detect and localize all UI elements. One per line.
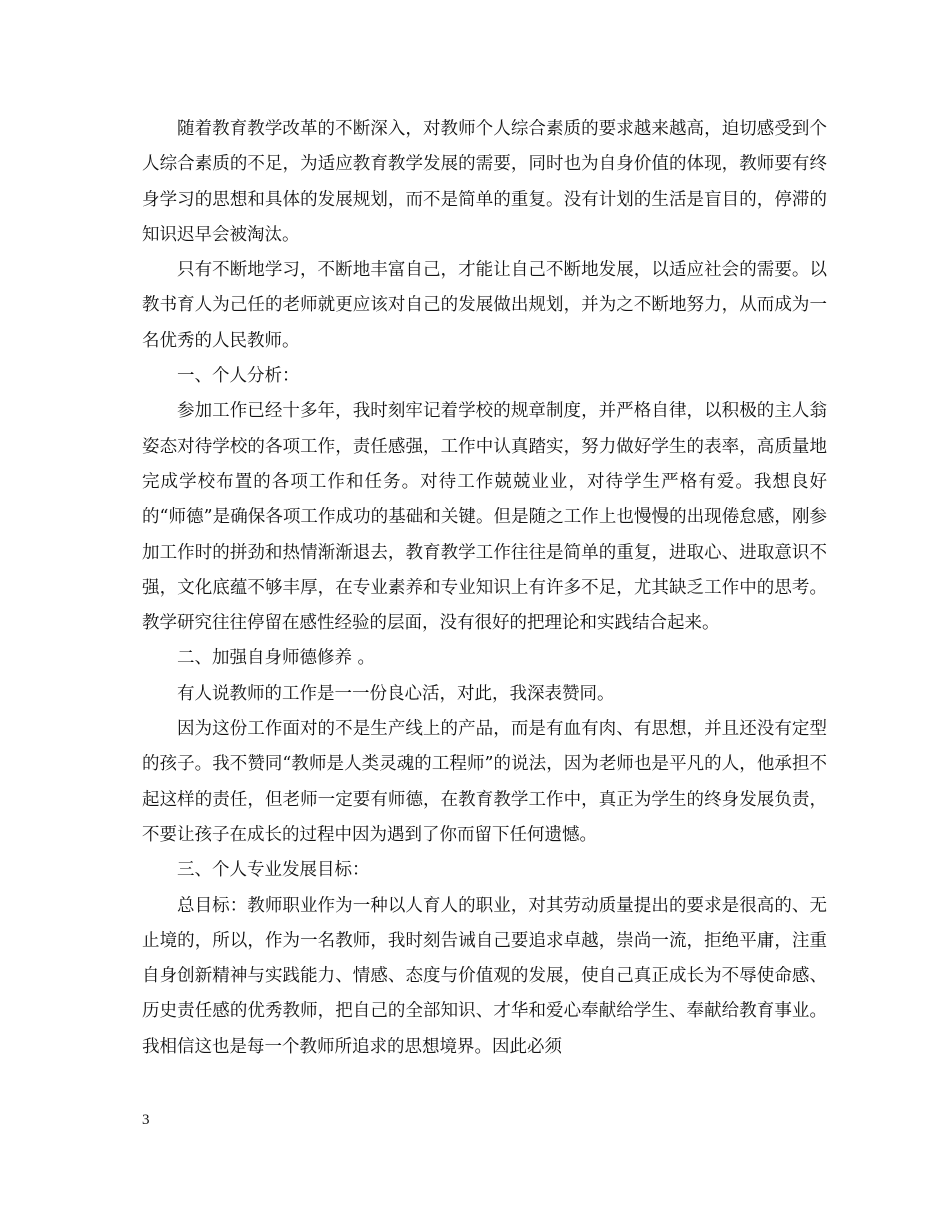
section-heading-personal-analysis: 一、个人分析：: [177, 366, 300, 387]
paragraph-overall-goal: 总目标：教师职业作为一种以人育人的职业，对其劳动质量提出的要求是很高的、无止境的，所以，作为一名教师，我时刻告诫自己要追求卓越，崇尚一流，拒绝平庸，注重自身创新精神与实践能力、情感、态度与价值观的发展，使自己真正成长为不辱使命感、历史责任感的优秀教师，把自己的全部知识、才华和爱心奉献给学生、奉献给教育事业。我相信这也是每一个教师所追求的思想境界。因此必须: [142, 895, 827, 1057]
paragraph-intro: 随着教育教学改革的不断深入，对教师个人综合素质的要求越来越高，迫切感受到个人综合素质的不足，为适应教育教学发展的需要，同时也为自身价值的体现，教师要有终身学习的思想和具体的发展规划，而不是简单的重复。没有计划的生活是盲目的，停滞的知识迟早会被淘汰。: [142, 119, 827, 245]
page-number: 3: [142, 1112, 150, 1128]
paragraph-personal-analysis: 参加工作已经十多年，我时刻牢记着学校的规章制度，并严格自律，以积极的主人翁姿态对待学校的各项工作，责任感强，工作中认真踏实，努力做好学生的表率，高质量地完成学校布置的各项工作和任务。对待工作兢兢业业，对待学生严格有爱。我想良好的“师德”是确保各项工作成功的基础和关键。但是随之工作上也慢慢的出现倦怠感，刚参加工作时的拼劲和热情渐渐退去，教育教学工作往往是简单的重复，进取心、进取意识不强，文化底蕴不够丰厚，在专业素养和专业知识上有许多不足，尤其缺乏工作中的思考。教学研究往往停留在感性经验的层面，没有很好的把理论和实践结合起来。: [142, 401, 827, 634]
section-heading-ethics: 二、加强自身师德修养 。: [177, 648, 376, 669]
paragraph-learning: 只有不断地学习，不断地丰富自己，才能让自己不断地发展，以适应社会的需要。以教书育人为己任的老师就更应该对自己的发展做出规划，并为之不断地努力，从而成为一名优秀的人民教师。: [142, 260, 827, 351]
document-body: [142, 112, 827, 1065]
paragraph-conscience: 有人说教师的工作是一一份良心活，对此，我深表赞同。: [177, 683, 615, 704]
section-heading-goals: 三、个人专业发展目标：: [177, 860, 370, 881]
paragraph-ethics: 因为这份工作面对的不是生产线上的产品，而是有血有肉、有思想，并且还没有定型的孩子。我不赞同“教师是人类灵魂的工程师”的说法，因为老师也是平凡的人，他承担不起这样的责任，但老师一定要有师德，在教育教学工作中，真正为学生的终身发展负责，不要让孩子在成长的过程中因为遇到了你而留下任何遗憾。: [142, 719, 827, 845]
